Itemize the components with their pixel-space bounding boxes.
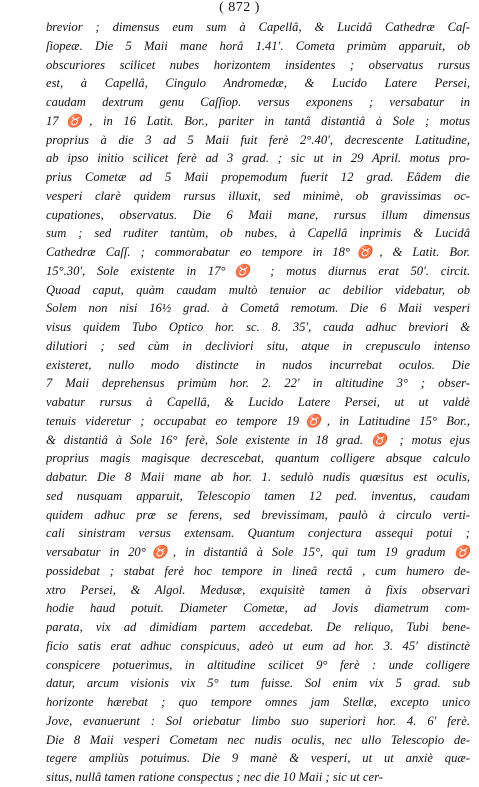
- text-line: dabatur. Die 8 Maii mane ab hor. 1. sedulò nudis quæsitus est oculis,: [46, 470, 470, 484]
- text-line: est, à Capellâ, Cingulo Andromedæ, & Lucido Latere Persei,: [46, 76, 470, 91]
- text-line: datur, arcum visionis vix 5° tum fuisse. Sol enim vix 5 grad. sub: [46, 676, 470, 691]
- text-line: proprius magis magisque decrescebat, quantum colligere absque calculo: [46, 451, 470, 466]
- text-line: sum ; sed ruditer tantùm, ob nubes, à Capellâ inprimis & Lucidâ: [46, 226, 470, 241]
- text-line: cupationes, observatus. Die 6 Maii mane, rursus illum dimensus: [46, 207, 470, 222]
- text-line: Cathedræ Caſſ. ; commorabatur eo tempore in 18°♉, & Latit. Bor.: [46, 245, 470, 259]
- text-line: tenuis videretur ; occupabat eo tempore 19♉, in Latitudine 15° Bor.,: [46, 413, 470, 428]
- text-line: parata, vix ad dimidiam partem accedebat. De reliquo, Tubi bene-: [46, 620, 470, 634]
- text-line: vabatur rursus à Capellâ, & Lucido Latere Persei, ut ut valdè: [46, 395, 470, 409]
- text-line: 15°.30', Sole existente in 17°♉ ; motus diurnus erat 50'. circit.: [46, 263, 470, 278]
- text-line: Die 8 Maii vesperi Cometam nec nudis oculis, nec ullo Telescopio de-: [46, 732, 470, 747]
- text-line: 17♉, in 16 Latit. Bor., pariter in tantâ distantiâ à Sole ; motus: [46, 113, 470, 128]
- text-line: Jove, evanuerunt : Sol oriebatur limbo suo superiori hor. 4. 6' ferè.: [46, 713, 470, 728]
- text-line: proprius à die 3 ad 5 Maii fuit ferè 2°.40', decrescente Latitudine,: [46, 132, 470, 147]
- text-line: possidebat ; stabat ferè hoc tempore in lineâ rectâ , cum humero de-: [46, 563, 470, 578]
- text-line: prius Cometæ ad 5 Maii propemodum fuerit 12 grad. Eâdem die: [46, 170, 470, 184]
- text-line: ſiopeæ. Die 5 Maii mane horâ 1.41'. Cometa primùm apparuit, ob: [46, 38, 470, 53]
- text-line: 7 Maii deprehensus primùm hor. 2. 22' in altitudine 3° ; obser-: [46, 376, 470, 391]
- text-line: sed nusquam apparuit, Telescopio tamen 12 ped. inventus, caudam: [46, 488, 470, 503]
- text-line: ab ipso initio scilicet ferè ad 3 grad. ; sic ut in 29 April. motus pro-: [46, 151, 470, 166]
- text-line: brevior ; dimensus eum sum à Capellâ, & Lucidâ Cathedræ Caſ-: [46, 20, 470, 34]
- text-line: & distantiâ à Sole 16° ferè, Sole existente in 18 grad. ♉ ; motus ejus: [46, 432, 470, 447]
- text-line: situs, nullâ tamen ratione conspectus ; nec die 10 Maii ; sic ut cer-: [46, 770, 383, 784]
- text-line: visus quidem Tubo Optico hor. sc. 8. 35', cauda adhuc breviori &: [46, 320, 470, 334]
- text-line: cali sinistram versus extensam. Quantum conjectura assequi potui ;: [46, 526, 470, 541]
- page-number: ( 872 ): [219, 0, 260, 15]
- text-line: Solem non nisi 16½ grad. à Cometâ remotum. Die 6 Maii vesperi: [46, 301, 470, 316]
- text-line: conspicere potuerimus, in altitudine scilicet 9° ferè : unde colligere: [46, 657, 470, 672]
- text-line: caudam dextrum genu Caſſiop. versus exponens ; versabatur in: [46, 95, 470, 109]
- text-line: horizonte hærebat ; quo tempore omnes jam Stellæ, excepto unico: [46, 695, 470, 709]
- text-line: existeret, nullo modo distincte in nudos incurrebat oculos. Die: [46, 357, 470, 372]
- text-line: obscuriores scilicet nubes horizontem insidentes ; observatus rursus: [46, 57, 470, 72]
- text-line: ficio satis erat adhuc conspicuus, adeò ut eum ad hor. 3. 45' distinctè: [46, 638, 470, 653]
- text-line: xtro Persei, & Algol. Medusæ, exquisitè tamen à fixis observari: [46, 582, 470, 597]
- text-line: versabatur in 20°♉, in distantiâ à Sole 15°, qui tum 19 gradum ♉: [46, 545, 470, 559]
- text-line: hodie haud potuit. Diameter Cometæ, ad Jovis diametrum com-: [46, 601, 470, 616]
- text-line: vesperi clarè quidem rursus illuxit, sed minimè, ob gravissimas oc-: [46, 188, 470, 203]
- text-line: tegere ampliùs potuimus. Die 9 manè & vesperi, ut ut anxiè quæ-: [46, 751, 470, 766]
- text-line: quidem adhuc præ se ferens, sed brevissimam, paulò à circulo verti-: [46, 507, 470, 522]
- text-line: dilutiori ; sed cùm in decliviori situ, atque in crepusculo intenso: [46, 338, 470, 353]
- text-line: Quoad caput, quàm caudam multò tenuior ac debilior videbatur, ob: [46, 282, 470, 297]
- text-body: [46, 18, 470, 787]
